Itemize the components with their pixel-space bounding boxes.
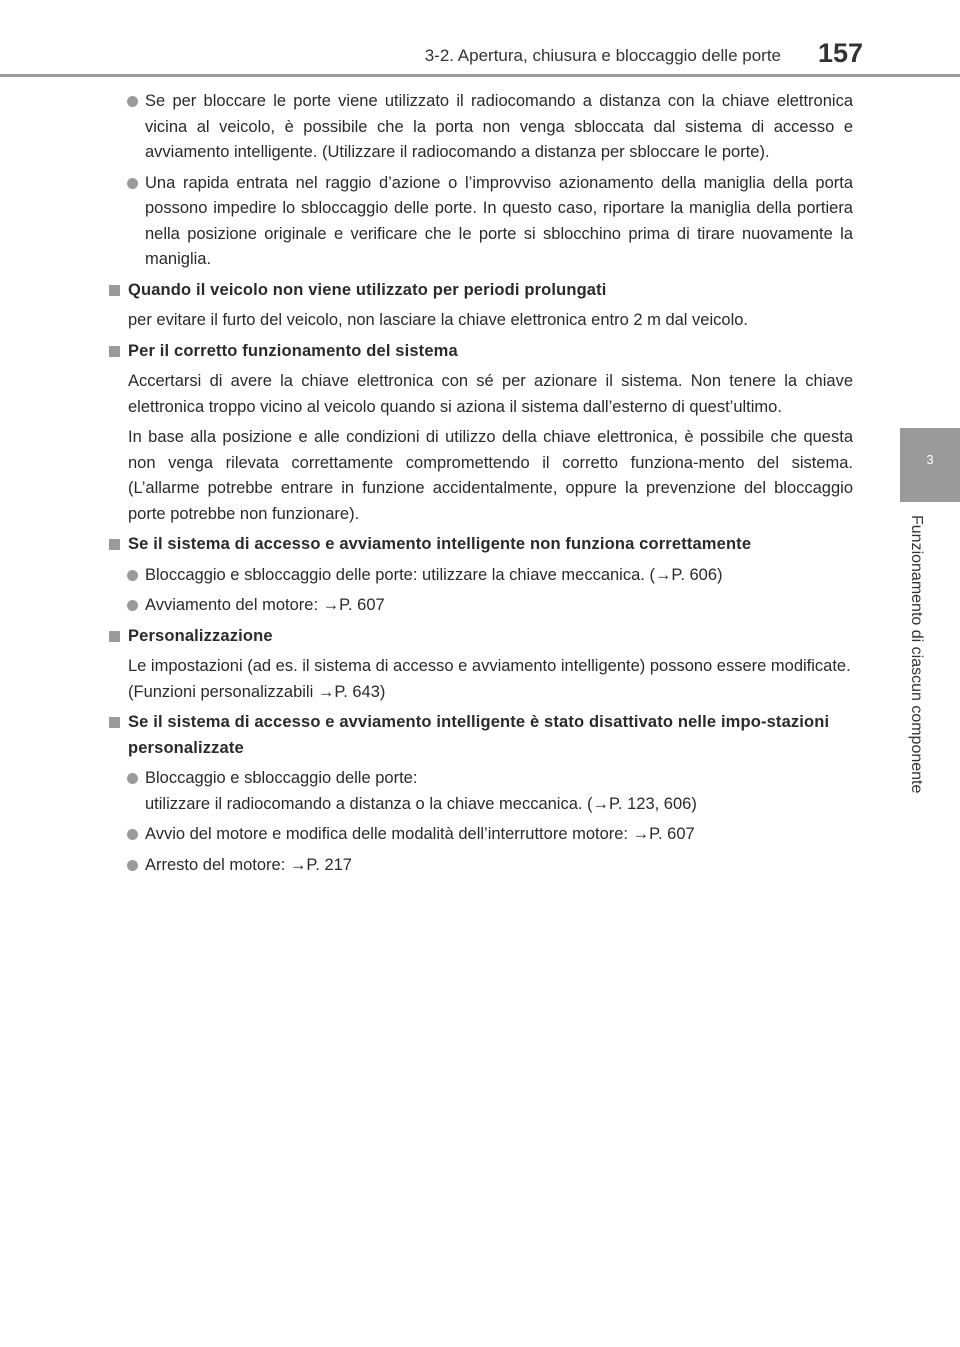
- bullet-dot-icon: [127, 178, 138, 189]
- paragraph-text: Le impostazioni (ad es. il sistema di accesso e avviamento intelligente) possono essere modificate.: [128, 657, 851, 675]
- heading-square-icon: [109, 631, 120, 642]
- section-heading: [108, 339, 853, 365]
- heading-text: Per il corretto funzionamento del sistema: [128, 341, 458, 360]
- paragraph-text: per evitare il furto del veicolo, non lasciare la chiave elettronica entro 2 m dal veicolo.: [128, 311, 748, 329]
- page-number: 157: [818, 38, 864, 68]
- section-heading: [108, 532, 853, 558]
- bullet-dot-icon: [127, 829, 138, 840]
- bullet-dot-icon: [127, 860, 138, 871]
- chapter-tab: [900, 428, 960, 502]
- bullet-item: [108, 563, 853, 589]
- bullet-text-continued: utilizzare il radiocomando a distanza o la chiave meccanica. (→P. 123, 606): [145, 794, 697, 813]
- heading-square-icon: [109, 539, 120, 550]
- bullet-text: Avvio del motore e modifica delle modalità dell’interruttore motore: →P. 607: [145, 825, 695, 843]
- section-title: 3-2. Apertura, chiusura e bloccaggio delle porte: [424, 46, 781, 65]
- paragraph: [108, 654, 853, 680]
- section-heading: [108, 624, 853, 650]
- bullet-dot-icon: [127, 600, 138, 611]
- paragraph: [108, 308, 853, 334]
- bullet-item: [108, 593, 853, 619]
- bullet-dot-icon: [127, 570, 138, 581]
- header-rule: [0, 74, 960, 77]
- paragraph: [108, 680, 853, 706]
- bullet-text: Una rapida entrata nel raggio d’azione o l’improvviso azionamento della maniglia della porta possono impedire lo sbloccaggio delle porte. In questo caso, riportare la maniglia della portiera nella posizione originale e verificare che le porte si sblocchino prima di tirare nuovamente la maniglia.: [145, 173, 853, 268]
- chapter-number: 3: [926, 452, 934, 467]
- section-heading: [108, 710, 853, 761]
- heading-text: Se il sistema di accesso e avviamento intelligente è stato disattivato nelle impo-stazioni personalizzate: [128, 713, 830, 757]
- bullet-text: Se per bloccare le porte viene utilizzato il radiocomando a distanza con la chiave elettronica vicina al veicolo, è possibile che la porta non venga sbloccata dal sistema di accesso e avviamento intelligente. (Utilizzare il radiocomando a distanza per sbloccare le porte).: [145, 92, 853, 161]
- paragraph: [108, 369, 853, 420]
- section-heading: [108, 278, 853, 304]
- paragraph-text: In base alla posizione e alle condizioni di utilizzo della chiave elettronica, è possibile che questa non venga rilevata correttamente compromettendo il corretto funziona-mento del sistema. (L’allarme potrebbe entrare in funzione accidentalmente, oppure la prevenzione del bloccaggio porte potrebbe non funzionare).: [128, 428, 853, 523]
- heading-text: Personalizzazione: [128, 626, 273, 645]
- bullet-text: Bloccaggio e sbloccaggio delle porte: utilizzare la chiave meccanica. (→P. 606): [145, 565, 723, 584]
- heading-text: Quando il veicolo non viene utilizzato per periodi prolungati: [128, 280, 607, 299]
- heading-square-icon: [109, 285, 120, 296]
- paragraph-text: Accertarsi di avere la chiave elettronica con sé per azionare il sistema. Non tenere la chiave elettronica troppo vicino al veicolo quando si aziona il sistema dall’esterno di quest’ultimo.: [128, 372, 853, 416]
- bullet-dot-icon: [127, 773, 138, 784]
- bullet-text: Arresto del motore: →P. 217: [145, 855, 352, 874]
- paragraph: [108, 425, 853, 527]
- bullet-item: [108, 766, 853, 817]
- chapter-label: Funzionamento di ciascun componente: [908, 515, 925, 794]
- bullet-item: [108, 171, 853, 273]
- bullet-dot-icon: [127, 96, 138, 107]
- heading-square-icon: [109, 346, 120, 357]
- bullet-item: [108, 853, 853, 879]
- bullet-text: Bloccaggio e sbloccaggio delle porte:: [145, 769, 418, 787]
- heading-text: Se il sistema di accesso e avviamento intelligente non funziona correttamente: [128, 535, 752, 553]
- bullet-item: [108, 89, 853, 166]
- bullet-text: Avviamento del motore: →P. 607: [145, 596, 385, 614]
- paragraph-text: (Funzioni personalizzabili →P. 643): [128, 682, 386, 701]
- bullet-item: [108, 822, 853, 848]
- page-content: [108, 89, 853, 883]
- heading-square-icon: [109, 717, 120, 728]
